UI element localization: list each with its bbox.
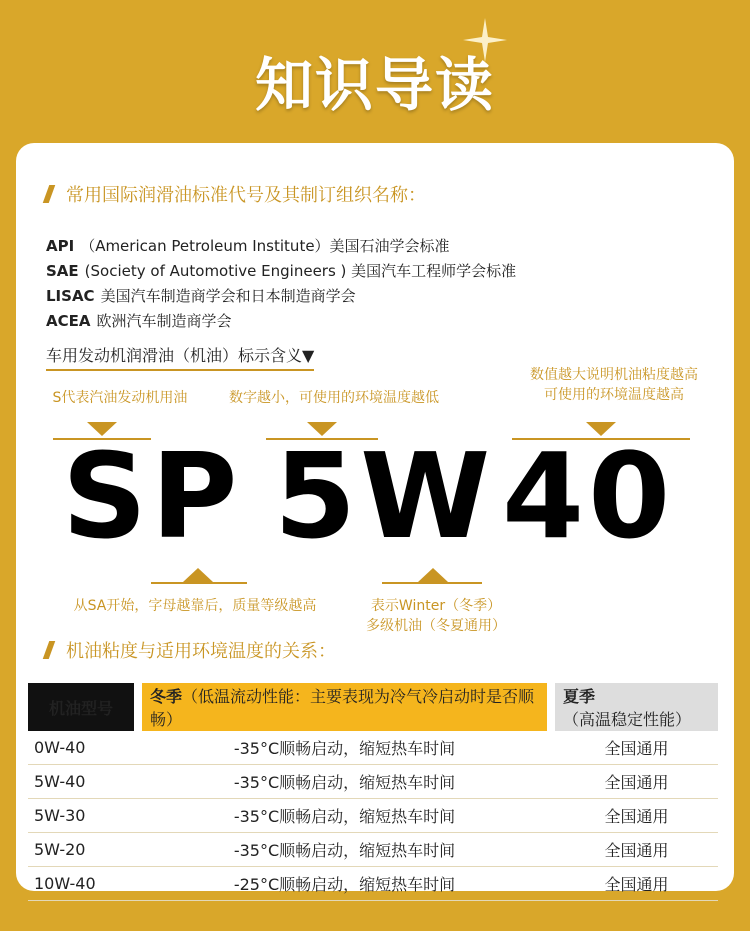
triangle-up-icon [183,568,213,582]
viscosity-heading: 机油粘度与适用环境温度的关系： [44,637,336,663]
meaning-heading: 车用发动机润滑油（机油）标示含义▼ [46,343,314,371]
grade-viscosity: 40 [502,427,675,565]
table-row: 5W-40 -35°C顺畅启动，缩短热车时间 全国通用 [28,765,718,799]
bottom-bar-2 [382,582,482,584]
slash-icon [44,185,58,203]
standard-sae: SAE (Society of Automotive Engineers ) 美国汽车工程师学会标准 [46,262,517,280]
sparkle-icon [455,10,515,70]
table-row: 5W-20 -35°C顺畅启动，缩短热车时间 全国通用 [28,833,718,867]
standards-heading: 常用国际润滑油标准代号及其制订组织名称： [44,181,426,207]
page-title: 知识导读 [254,51,495,119]
bottom-bar-1 [151,582,247,584]
standard-acea: ACEA 欧洲汽车制造商学会 [46,312,232,330]
note-quality: 从SA开始，字母越靠后，质量等级越高 [73,598,317,614]
header-summer: 夏季（高温稳定性能） [555,683,718,731]
header-winter: 冬季（低温流动性能：主要表现为冷气冷启动时是否顺畅） [142,683,547,731]
grade-letters: SP [62,427,242,565]
table-row: 10W-40 -25°C顺畅启动，缩短热车时间 全国通用 [28,867,718,901]
standard-lisac: LISAC 美国汽车制造商学会和日本制造商学会 [46,287,356,305]
grade-winter: 5W [274,427,495,565]
note-viscosity-2: 可使用的环境温度越高 [544,387,684,403]
header-model: 机油型号 [28,683,134,731]
standard-api: API （American Petroleum Institute）美国石油学会标准 [46,237,450,255]
content-card [16,143,734,894]
note-winter-1: 表示Winter（冬季） [370,598,502,614]
viscosity-table [28,683,718,901]
table-row: 5W-30 -35°C顺畅启动，缩短热车时间 全国通用 [28,799,718,833]
slash-icon [44,641,58,659]
note-s: S代表汽油发动机用油 [52,390,188,406]
triangle-down-icon: ▼ [302,346,315,365]
table-row: 0W-40 -35°C顺畅启动，缩短热车时间 全国通用 [28,731,718,765]
note-number: 数字越小，可使用的环境温度越低 [229,390,439,406]
note-viscosity-1: 数值越大说明机油粘度越高 [530,367,698,383]
note-winter-2: 多级机油（冬夏通用） [366,618,506,634]
triangle-up-icon [418,568,448,582]
table-header-row [28,683,718,731]
